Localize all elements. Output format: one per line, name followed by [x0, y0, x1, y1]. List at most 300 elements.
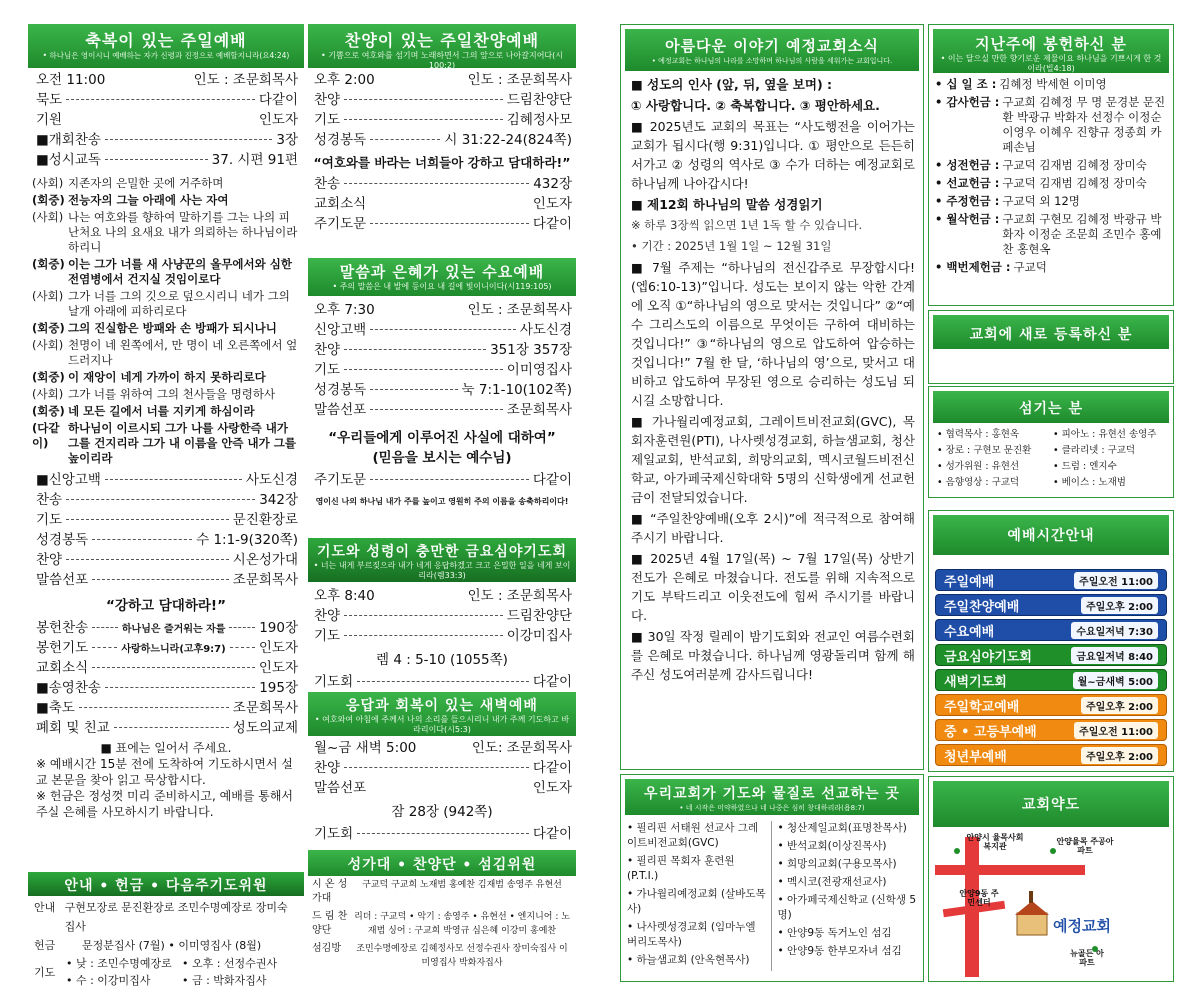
choir-group: 드 림 찬양단 [312, 911, 348, 936]
order-value: 문진환장로 [232, 512, 298, 528]
wednesday-sermon: “우리들에게 이루어진 사실에 대하여” [328, 430, 556, 446]
order-row [36, 150, 298, 170]
responsive-reading [28, 170, 304, 468]
server-item: • 피아노 : 유현선 송영주 [1053, 429, 1157, 440]
offering-row [935, 212, 1167, 257]
schedule-name: 새벽기도회 [944, 674, 1007, 690]
news-item: ※ 하루 3장씩 읽으면 1년 1독 할 수 있습니다. [631, 218, 863, 232]
order-item: 교회소식 [314, 196, 367, 212]
reading-line [32, 338, 298, 368]
order-item: 기원 [36, 112, 63, 128]
schedule-row [935, 694, 1167, 716]
mission-item: • 반석교회(이상진목사) [777, 840, 887, 852]
reading-role: (회중) [32, 321, 65, 335]
order-value: 인도 : 조문희목사 [193, 72, 298, 88]
order-value: 190장 [259, 620, 298, 636]
mission-list-right [772, 821, 918, 971]
reading-line [32, 193, 298, 208]
server-item: • 음향영상 : 구교덕 [937, 477, 1020, 488]
servers-panel [928, 386, 1174, 498]
order-item: 폐회 및 친교 [36, 720, 110, 736]
friday-prayer-title: 기도와 성령이 충만한 금요심야기도회 [316, 544, 567, 560]
sermon-title: “강하고 담대하라!” [106, 598, 226, 614]
offering-names: 구교덕 김재범 김혜정 장미숙 [1002, 176, 1147, 190]
order-item: 월~금 새벽 5:00 [314, 740, 417, 756]
order-item: 기도회 [314, 674, 354, 690]
order-value: 다같이 [532, 216, 572, 232]
news-item: ■ 가나월리예정교회, 그레이트비전교회(GVC), 목회자훈련원(PTI), 나사렛성경교회, 하늘샘교회, 청산제일교회, 반석교회, 희망의교회, 멕시코월드비전신학교, 아가페국제신학대학 5명의 신학생에게 선교헌금이 전달되었습니다. [631, 414, 915, 505]
schedule-list [929, 555, 1173, 766]
schedule-name: 중 • 고등부예배 [944, 724, 1037, 740]
map-label-welfare: 안양시 율목사회복지관 [966, 833, 1024, 851]
news-header [625, 29, 919, 71]
note-line: ※ 헌금은 정성껏 미리 준비하시고, 예배를 통해서 주실 은혜를 사모하시기 바랍니다. [36, 789, 294, 819]
choir-list [308, 876, 576, 976]
next-week-title: 안내 • 헌금 • 다음주기도위원 [64, 878, 268, 894]
mission-item: • 하늘샘교회 (안옥현목사) [627, 954, 750, 966]
order-row [314, 824, 572, 844]
note-line: ※ 예배시간 15분 전에 도착하여 기도하시면서 설교 본문을 찾아 읽고 묵상합시다. [36, 757, 293, 787]
order-row [36, 110, 298, 130]
reading-line [32, 321, 298, 336]
server-item: • 장로 : 구현모 문진환 [937, 445, 1032, 456]
order-item: 봉헌기도 [36, 640, 89, 656]
dawn-prayer-header [308, 692, 576, 736]
road-horizontal [935, 865, 1085, 875]
map-label-golden: 뉴골든 아파트 [1070, 949, 1104, 967]
order-item: 말씀선포 [314, 402, 367, 418]
server-item: • 클라리넷 : 구교덕 [1053, 445, 1136, 456]
wednesday-order-list [308, 296, 576, 420]
order-item: 오후 8:40 [314, 588, 375, 604]
order-row [36, 698, 298, 718]
schedule-row [935, 644, 1167, 666]
praise-worship-panel [308, 24, 576, 256]
offering-kind: • 월삭헌금 : [935, 212, 1000, 226]
schedule-name: 주일학교예배 [944, 699, 1020, 715]
order-value: 조문희목사 [232, 700, 298, 716]
dawn-prayer-panel [308, 692, 576, 848]
offering-panel [928, 24, 1174, 306]
order-row [36, 550, 298, 570]
order-item: 기도 [36, 512, 63, 528]
next-week-panel [28, 872, 304, 986]
reading-text: 그가 너를 위하여 그의 천사들을 명령하사 [68, 387, 276, 401]
mission-item: • 필리핀 목회자 훈련원 (P.T.I.) [627, 855, 735, 882]
dawn-prayer-title: 응답과 회복이 있는 새벽예배 [346, 698, 538, 714]
server-item: • 드럼 : 엔지수 [1053, 461, 1117, 472]
order-value: 김혜정사모 [506, 112, 572, 128]
offering-row [935, 158, 1167, 173]
mission-list-left [627, 821, 772, 971]
order-item: 찬양 [36, 552, 63, 568]
servers-list [929, 423, 1173, 495]
order-item: 찬양 [314, 92, 341, 108]
wednesday-worship-subtitle: • 주의 말씀은 내 발에 등이요 내 길에 빛이니이다(시119:105) [332, 282, 552, 291]
news-item: ■ 2025년 4월 17일(목) ~ 7월 17일(목) 상반기 전도가 은혜로 마쳤습니다. 전도를 위해 지속적으로 기도 부탁드리고 이웃전도에 힘써 주시기를 바랍니다. [631, 551, 915, 623]
prayer-item: • 금 : 박화자집사 [182, 974, 267, 987]
order-item: 성경봉독 [314, 382, 367, 398]
order-row [36, 530, 298, 550]
order-row [314, 778, 572, 798]
order-item: 오전 11:00 [36, 72, 106, 88]
reading-text: 네 모든 길에서 너를 지키게 하심이라 [68, 404, 255, 418]
order-value: 인도자 [532, 780, 572, 796]
schedule-row [935, 744, 1167, 766]
praise-worship-title: 찬양이 있는 주일찬양예배 [344, 31, 540, 50]
order-value: 인도: 조문희목사 [471, 740, 572, 756]
order-value: 다같이 [532, 760, 572, 776]
friday-prayer-header [308, 538, 576, 582]
news-list [621, 71, 923, 684]
map-label-apartment: 안양율목 주공아파트 [1056, 837, 1114, 855]
news-item: ■ 2025년도 교회의 목표는 “사도행전을 이어가는 교회가 됩시다(행 9:31)입니다. ① 평안으로 든든히 서가고 ② 성령의 역사로 ③ 수가 더하는 예정교회로 하나님께 나아갑시다! [631, 119, 915, 191]
reading-line [32, 257, 298, 287]
friday-prayer-subtitle: • 너는 내게 부르짖으라 내가 네게 응답하겠고 크고 은밀한 일을 네게 보이리라(렘33:3) [313, 561, 571, 580]
prayer-item: • 수 : 이강미집사 [66, 974, 151, 987]
map-label-center: 안양9동 주민센터 [959, 889, 999, 907]
offering-names: 구교덕 외 12명 [1002, 194, 1080, 208]
order-item: ■개회찬송 [36, 132, 101, 148]
order-row [314, 320, 572, 340]
order-item: 찬양 [314, 760, 341, 776]
servers-title: 섬기는 분 [1019, 401, 1083, 417]
order-item: ■신앙고백 [36, 472, 101, 488]
schedule-time: 월~금새벽 5:00 [1073, 672, 1158, 689]
friday-verse: 렘 4 : 5-10 (1055쪽) [376, 652, 508, 668]
schedule-time: 주일오전 11:00 [1074, 722, 1158, 739]
mission-subtitle: • 네 시작은 미약하였으나 네 나중은 심히 창대하리라(욥8:7) [679, 804, 865, 812]
map-label-church: 예정교회 [1053, 917, 1111, 935]
order-row [314, 110, 572, 130]
guide-value: 구현모장로 문진환장로 조민수명예장로 장미숙집사 [64, 901, 288, 933]
order-value: 다같이 [258, 92, 298, 108]
order-item: 오후 2:00 [314, 72, 375, 88]
server-item: • 베이스 : 노재범 [1053, 477, 1126, 488]
news-subtitle: • 예정교회는 하나님의 나라를 소망하며 하나님의 사람을 세워가는 교회입니다. [651, 57, 893, 65]
order-value: 드림찬양단 [506, 92, 572, 108]
order-row [314, 672, 572, 692]
order-value: 조문희목사 [232, 572, 298, 588]
order-value: 성도의교제 [232, 720, 298, 736]
schedule-name: 주일찬양예배 [944, 599, 1020, 615]
order-row [314, 626, 572, 646]
news-item: • 기간 : 2025년 1월 1일 ~ 12월 31일 [631, 239, 832, 253]
reading-role: (사회) [32, 210, 64, 224]
offering-label: 헌금 [34, 939, 56, 952]
sunday-order-list-2 [28, 468, 304, 590]
schedule-title: 예배시간안내 [1007, 528, 1095, 544]
order-value: 시 31:22-24(824쪽) [444, 132, 572, 148]
offering-row [935, 176, 1167, 191]
reading-role: (사회) [32, 176, 64, 190]
order-item: ■송영찬송 [36, 680, 101, 696]
reading-line [32, 421, 298, 466]
choir-group: 시 온 성가대 [312, 879, 348, 904]
mission-item: • 희망의교회(구용모목사) [777, 858, 897, 870]
sunday-worship-subtitle: • 하나님은 영이시니 예배하는 자가 신령과 진정으로 예배할지니라(요4:24) [42, 51, 290, 60]
reading-line [32, 370, 298, 385]
reading-role: (회중) [32, 257, 65, 271]
order-row [36, 618, 298, 638]
offering-kind: • 성전헌금 : [935, 158, 1000, 172]
choir-title: 성가대 • 찬양단 • 섬김위원 [347, 857, 537, 873]
schedule-time: 주일오후 2:00 [1081, 697, 1158, 714]
offering-row [935, 95, 1167, 155]
order-item: 봉헌찬송 [36, 620, 89, 636]
order-value: 432장 [533, 176, 572, 192]
map-title: 교회약도 [1021, 797, 1081, 813]
order-value: 351장 357장 [490, 342, 572, 358]
mission-item: • 아가페국제신학교 (신학생 5명) [777, 894, 917, 921]
order-item: 주기도문 [314, 472, 367, 488]
order-value: 3장 [276, 132, 298, 148]
reading-line [32, 289, 298, 319]
order-item: 교회소식 [36, 660, 89, 676]
order-row [36, 638, 298, 658]
wednesday-doxology: 영이신 나의 하나님 내가 주를 높이고 영원히 주의 이름을 송축하리이다! [315, 497, 569, 506]
prayer-label: 기도 [34, 965, 56, 979]
offering-names: 구교덕 [1013, 260, 1047, 274]
news-item: ■ 제12회 하나님의 말씀 성경읽기 [631, 197, 823, 212]
order-item: ■축도 [36, 700, 75, 716]
reading-role: (다같이) [32, 421, 60, 450]
reading-role: (사회) [32, 289, 64, 303]
offering-row [935, 260, 1167, 275]
choir-panel [308, 850, 576, 982]
order-item: 기도 [314, 112, 341, 128]
map-header [933, 781, 1169, 827]
reading-text: 하나님이 이르시되 그가 나를 사랑한즉 내가 그를 건지리라 그가 내 이름을 안즉 내가 그를 높이리라 [68, 421, 296, 465]
friday-prayer-panel [308, 538, 576, 690]
praise-sermon: “여호와를 바라는 너희들아 강하고 담대하라!” [313, 155, 571, 170]
order-value: 195장 [259, 680, 298, 696]
order-note: 하나님은 즐거워는 자를 [121, 624, 226, 635]
praise-order-list [308, 68, 576, 150]
choir-members: 조민수명예장로 김혜정사모 선정수권사 장미숙집사 이미영집사 박화자집사 [356, 944, 568, 968]
newcomer-header [933, 315, 1169, 349]
news-item: ■ 30일 작정 릴레이 밤기도회와 전교인 여름수련회를 은혜로 마쳤습니다. 하나님께 영광돌리며 함께 해주신 성도여러분께 감사드립니다! [631, 629, 915, 682]
order-value: 이강미집사 [506, 628, 572, 644]
wednesday-sermon-sub: (믿음을 보시는 예수님) [372, 450, 512, 466]
wednesday-order-list-2 [308, 470, 576, 490]
order-value: 사도신경 [519, 322, 572, 338]
reading-text: 그가 너를 그의 깃으로 덮으시리니 네가 그의 날개 아래에 피하리로다 [68, 289, 290, 318]
choir-members: 구교덕 구교희 노재범 홍예찬 김재범 송영주 유현선 [362, 880, 562, 890]
order-row [36, 490, 298, 510]
offering-names: 구교희 김혜정 무 명 문경분 문진환 박광규 박화자 선정수 이정순 이영우 이혜우 진향규 정종희 카페손님 [1002, 95, 1166, 154]
worship-notes [28, 738, 304, 820]
mission-item: • 나사렛성경교회 (임마누엘 버리도목사) [627, 921, 756, 948]
schedule-name: 금요심야기도회 [944, 649, 1032, 665]
order-value: 다같이 [532, 826, 572, 842]
offering-names: 김혜정 박세현 이미영 [999, 77, 1107, 91]
order-item: 말씀선포 [36, 572, 89, 588]
reading-line [32, 176, 298, 191]
order-item: 찬양 [314, 342, 341, 358]
order-row [314, 300, 572, 320]
offering-row [935, 194, 1167, 209]
reading-role: (회중) [32, 193, 65, 207]
order-row [314, 90, 572, 110]
order-row [36, 90, 298, 110]
guide-label: 안내 [34, 901, 56, 914]
mission-header [625, 779, 919, 815]
reading-role: (사회) [32, 338, 64, 352]
order-row [314, 360, 572, 380]
reading-text: 이 재앙이 네게 가까이 하지 못하리로다 [68, 370, 266, 384]
reading-text: 이는 그가 너를 새 사냥꾼의 올무에서와 심한 전염병에서 건지실 것임이로다 [68, 257, 292, 286]
praise-worship-subtitle: • 기쁨으로 여호와를 섬기며 노래하면서 그의 앞으로 나아갈지어다(시100:2) [320, 51, 564, 70]
offering-row [935, 77, 1167, 92]
reading-role: (사회) [32, 387, 64, 401]
order-value: 다같이 [532, 674, 572, 690]
order-row [314, 400, 572, 420]
order-row [36, 510, 298, 530]
order-value: 조문희목사 [506, 402, 572, 418]
order-row [314, 586, 572, 606]
news-item: ① 사랑합니다. ② 축복합니다. ③ 평안하세요. [631, 98, 880, 113]
servers-header [933, 391, 1169, 423]
schedule-time: 주일오후 2:00 [1081, 747, 1158, 764]
order-row [36, 718, 298, 738]
order-value: 인도자 [258, 660, 298, 676]
dawn-order-list-2 [308, 822, 576, 844]
server-item: • 성가위원 : 유현선 [937, 461, 1020, 472]
order-item: 묵도 [36, 92, 63, 108]
order-value: 이미영집사 [506, 362, 572, 378]
reading-text: 나는 여호와를 향하여 말하기를 그는 나의 피난처요 나의 요새요 내가 의뢰하는 하나님이라 하리니 [68, 210, 298, 254]
newcomer-panel [928, 310, 1174, 384]
newcomer-title: 교회에 새로 등록하신 분 [969, 327, 1133, 343]
order-row [314, 174, 572, 194]
offering-kind: • 십 일 조 : [935, 77, 997, 91]
offering-names: 구교희 구현모 김혜정 박광규 박화자 이정순 조문희 조민수 홍예찬 홍현옥 [1002, 212, 1162, 256]
order-value: 사도신경 [245, 472, 298, 488]
schedule-time: 금요일저녁 8:40 [1071, 647, 1158, 664]
order-value: 다같이 [532, 472, 572, 488]
reading-line [32, 210, 298, 255]
order-value: 342장 [259, 492, 298, 508]
order-item: 기도 [314, 628, 341, 644]
schedule-row [935, 619, 1167, 641]
mission-item: • 가나월리예정교회 (살바도목사) [627, 888, 766, 915]
mission-panel [620, 774, 924, 982]
order-item: 찬송 [314, 176, 341, 192]
order-row [36, 70, 298, 90]
order-item: 찬양 [314, 608, 341, 624]
order-note: 사랑하느니라(고후9:7) [121, 644, 226, 655]
reading-line [32, 387, 298, 402]
prayer-item: • 낮 : 조민수명예장로 [66, 957, 172, 970]
mission-item: • 멕시코(전광재선교사) [777, 876, 887, 888]
schedule-header [933, 515, 1169, 555]
note-line: ■ 표에는 일어서 주세요. [100, 741, 232, 755]
choir-row [312, 878, 572, 906]
church-building-icon [1017, 913, 1047, 935]
order-value: 드림찬양단 [506, 608, 572, 624]
offering-title: 지난주에 봉헌하신 분 [975, 35, 1127, 53]
order-value: 37. 시편 91편 [211, 152, 298, 168]
order-item: 주기도문 [314, 216, 367, 232]
order-row [36, 470, 298, 490]
order-row [314, 380, 572, 400]
reading-line [32, 404, 298, 419]
sunday-worship-panel [28, 24, 304, 870]
order-value: 인도 : 조문희목사 [467, 72, 572, 88]
reading-text: 지존자의 은밀한 곳에 거주하며 [68, 176, 224, 190]
schedule-time: 주일오전 11:00 [1074, 572, 1158, 589]
offering-header [933, 29, 1169, 73]
sunday-order-list-3 [28, 618, 304, 738]
order-value: 수 1:1-9(320쪽) [196, 532, 298, 548]
choir-group: 섬김방 [312, 943, 341, 954]
reading-text: 천명이 네 왼쪽에서, 만 명이 네 오른쪽에서 엎드러지나 [68, 338, 298, 367]
sunday-worship-header [28, 24, 304, 68]
order-item: 기도 [314, 362, 341, 378]
reading-role: (회중) [32, 370, 65, 384]
offering-names: 구교덕 김재범 김혜정 장미숙 [1002, 158, 1147, 172]
church-map [935, 831, 1167, 977]
schedule-row [935, 569, 1167, 591]
order-row [36, 678, 298, 698]
order-row [314, 606, 572, 626]
praise-order-list-2 [308, 174, 576, 234]
schedule-name: 수요예배 [944, 624, 995, 640]
order-item: 말씀선포 [314, 780, 367, 796]
reading-text: 그의 진실함은 방패와 손 방패가 되시나니 [68, 321, 277, 335]
schedule-row [935, 719, 1167, 741]
offering-kind: • 감사헌금 : [935, 95, 1000, 109]
order-row [314, 214, 572, 234]
order-value: 인도자 [532, 196, 572, 212]
order-value: 눅 7:1-10(102쪽) [461, 382, 572, 398]
offering-value: 문정분집사 (7월) • 이미영집사 (8월) [82, 939, 262, 952]
mission-item: • 안양9동 독거노인 섬김 [777, 927, 892, 939]
order-value: 인도자 [258, 112, 298, 128]
offering-kind: • 주정헌금 : [935, 194, 1000, 208]
sunday-worship-title: 축복이 있는 주일예배 [85, 31, 247, 50]
dawn-prayer-subtitle: • 여호와여 아침에 주께서 나의 소리를 들으시리니 내가 주께 기도하고 바라리이다(시5:3) [314, 715, 570, 734]
news-title: 아름다운 이야기 예정교회소식 [665, 37, 879, 55]
offering-subtitle: • 이는 달으실 만한 향기로운 제물이요 하나님을 기쁘시게 한 것이라(빌4:18) [940, 54, 1162, 73]
order-item: 신앙고백 [314, 322, 367, 338]
order-row [36, 130, 298, 150]
order-value: 시온성가대 [232, 552, 298, 568]
friday-order-list [308, 582, 576, 646]
order-value: 인도자 [258, 640, 299, 656]
order-row [314, 340, 572, 360]
schedule-panel [928, 510, 1174, 772]
choir-row [312, 910, 572, 938]
prayer-item: • 오후 : 선정수권사 [182, 957, 278, 970]
wednesday-worship-title: 말씀과 은혜가 있는 수요예배 [339, 263, 545, 281]
schedule-row [935, 594, 1167, 616]
mission-item: • 청산제일교회(표명찬목사) [777, 822, 907, 834]
order-row [314, 470, 572, 490]
order-value: 인도 : 조문희목사 [467, 588, 572, 604]
order-row [36, 570, 298, 590]
schedule-time: 수요일저녁 7:30 [1071, 622, 1158, 639]
choir-header [308, 850, 576, 876]
order-row [314, 758, 572, 778]
order-row [314, 70, 572, 90]
next-week-header [28, 872, 304, 896]
order-item: ■성시교독 [36, 152, 101, 168]
schedule-name: 청년부예배 [944, 749, 1007, 765]
wednesday-worship-header [308, 258, 576, 296]
news-item: ■ 성도의 인사 (앞, 뒤, 옆을 보며) : [631, 77, 833, 92]
